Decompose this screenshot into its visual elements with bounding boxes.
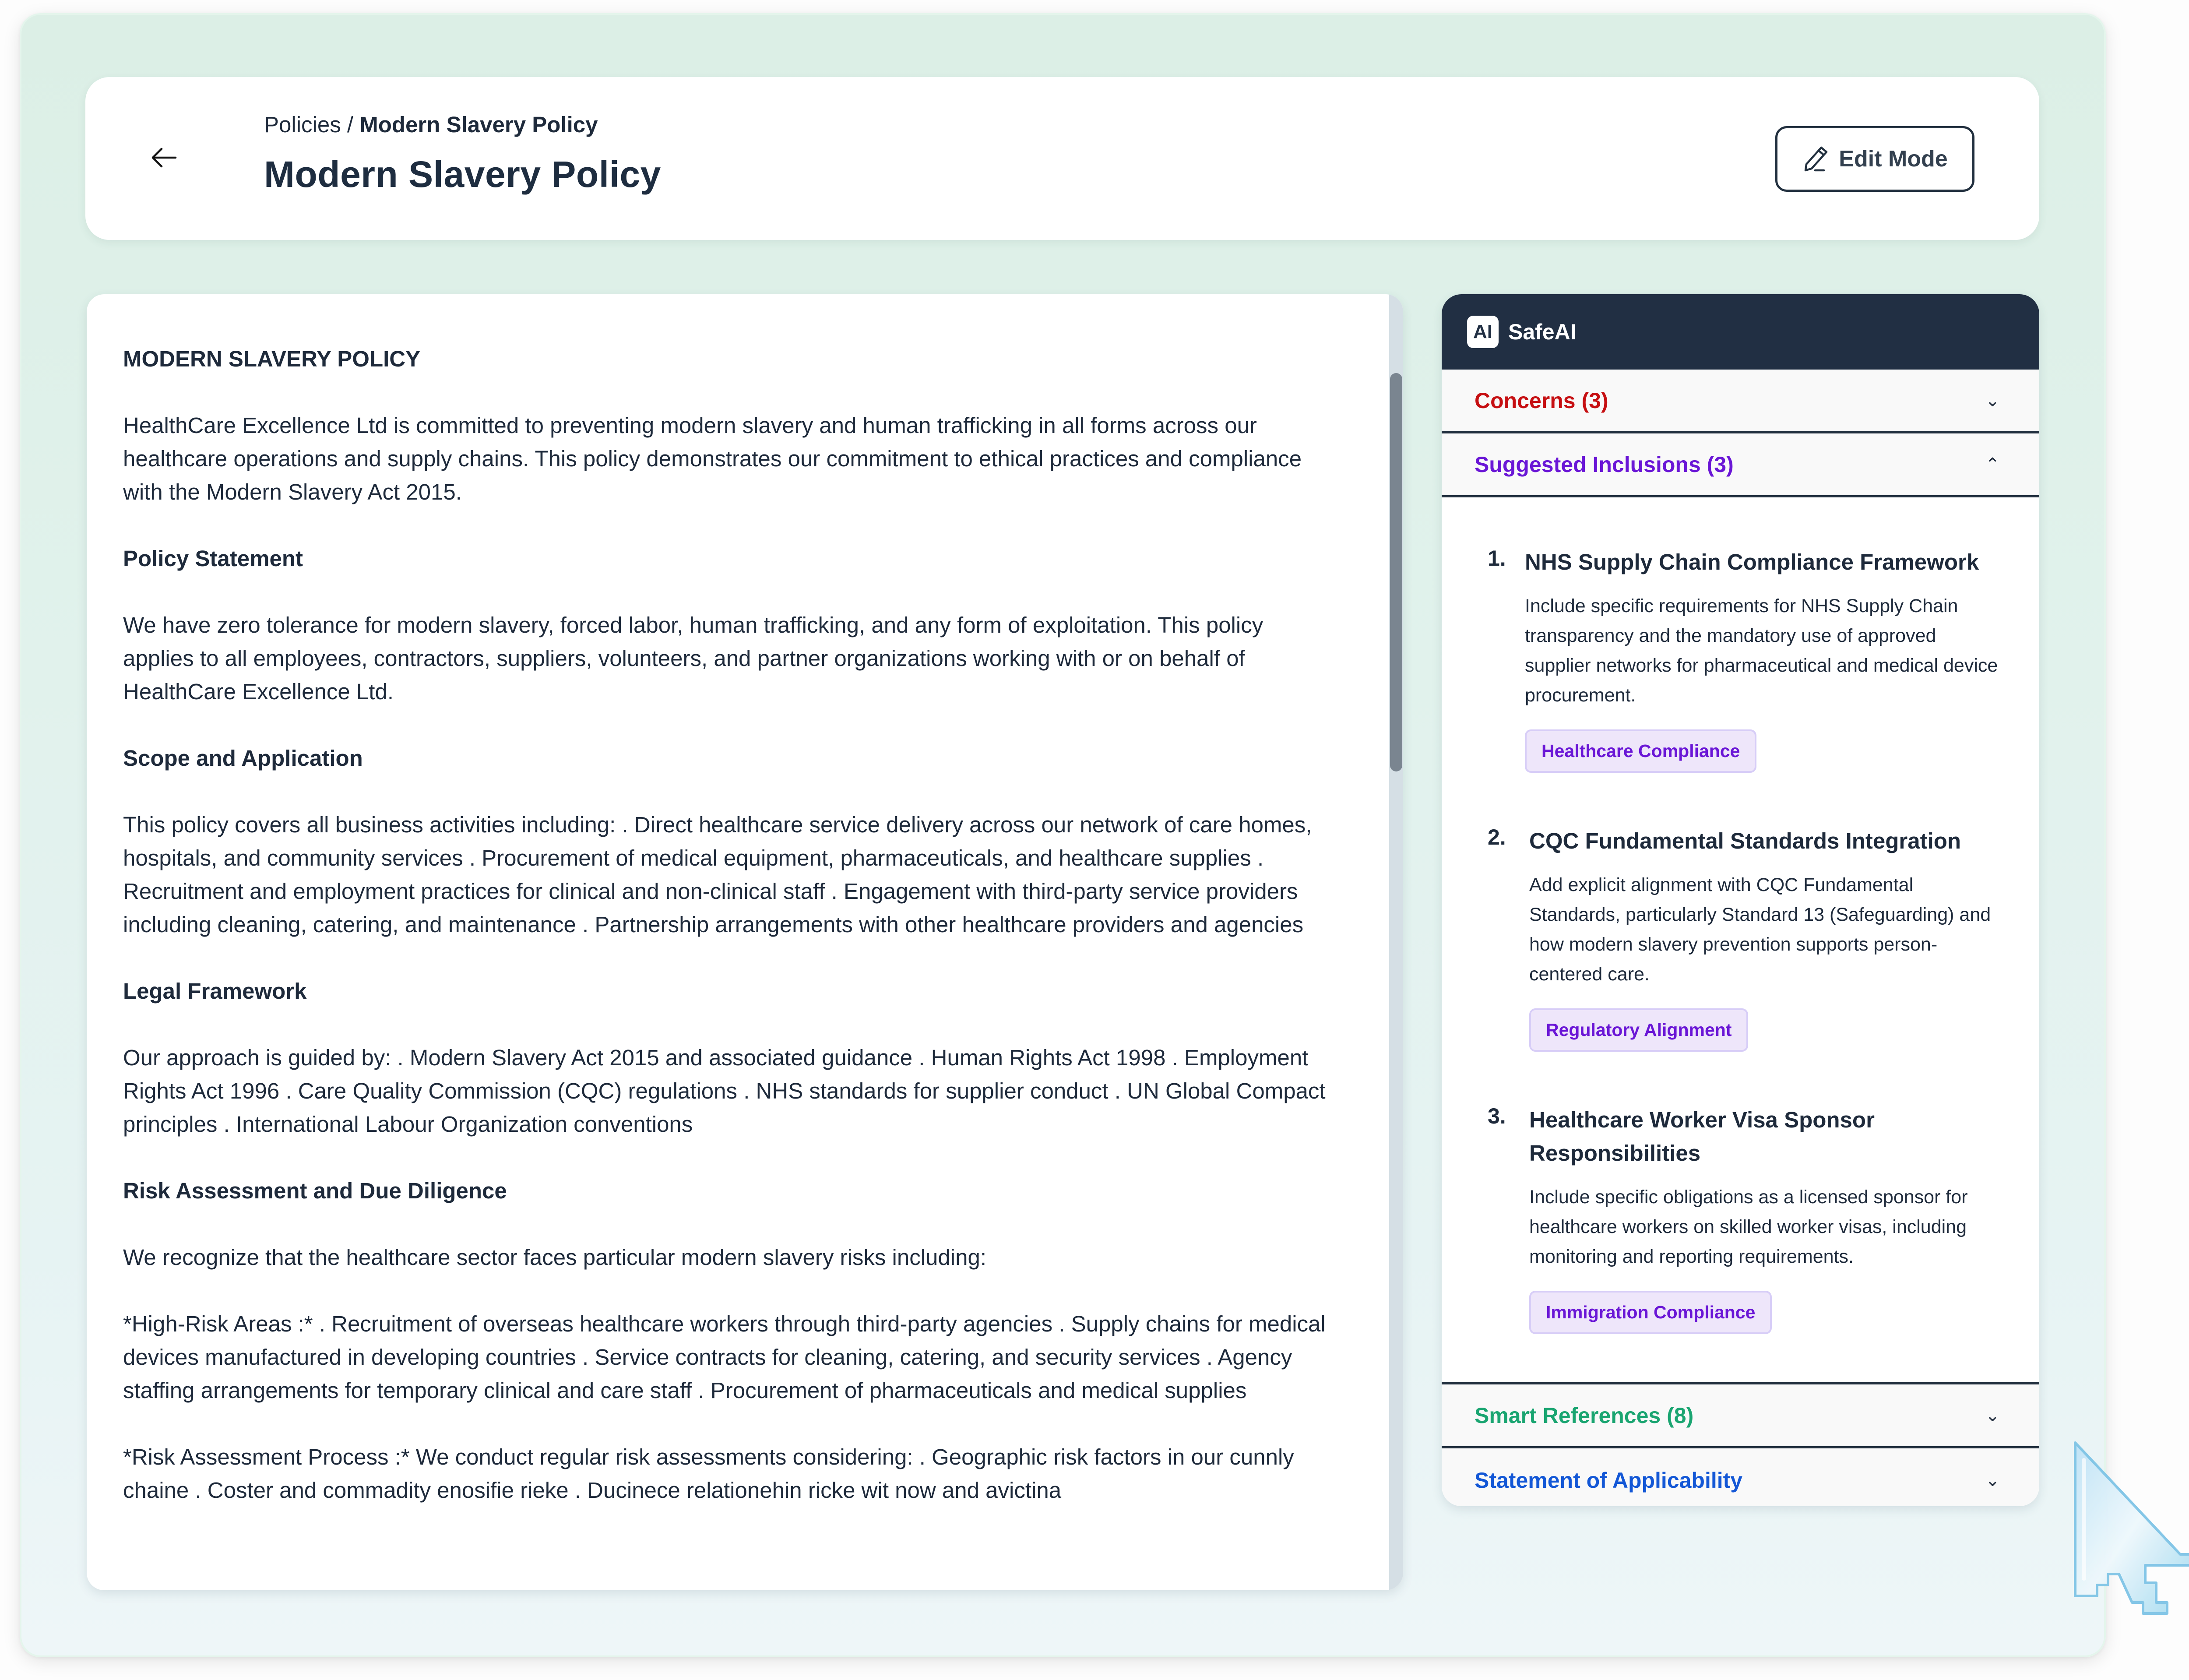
- smart-references-label: Smart References (8): [1475, 1403, 1694, 1428]
- document-heading: Legal Framework: [123, 979, 307, 1004]
- chevron-down-icon: ⌄: [1985, 1471, 2000, 1490]
- inclusion-tag[interactable]: Healthcare Compliance: [1525, 729, 1756, 773]
- scrollbar-thumb[interactable]: [1390, 373, 1402, 771]
- suggested-inclusions-label: Suggested Inclusions (3): [1475, 452, 1734, 477]
- statement-of-applicability-label: Statement of Applicability: [1475, 1468, 1743, 1493]
- inclusion-number: 2.: [1488, 825, 1506, 849]
- inclusion-item: [1442, 824, 2039, 1052]
- chevron-down-icon: ⌄: [1985, 1405, 2000, 1425]
- document-paragraph: This policy covers all business activities including: . Direct healthcare service delivery across our network of care homes, hospitals, and community services . Procurement of medical equipment, pharmaceuticals, and healthcare supplies . Recruitment and employment practices for clinical and non-clinical staff . Engagement with third-party service providers including cleaning, catering, and maintenance . Partnership arrangements with other healthcare providers and agencies: [123, 812, 1312, 937]
- document-paragraph: HealthCare Excellence Ltd is committed to preventing modern slavery and human trafficking in all forms across our healthcare operations and supply chains. This policy demonstrates our commitment to ethical practices and compliance with the Modern Slavery Act 2015.: [123, 413, 1302, 504]
- safeai-header: [1442, 294, 2039, 370]
- back-button[interactable]: [149, 142, 179, 173]
- smart-references-toggle[interactable]: [1442, 1384, 2039, 1448]
- breadcrumb-parent[interactable]: Policies: [264, 112, 341, 137]
- pencil-icon: [1802, 145, 1830, 173]
- suggested-inclusions-toggle[interactable]: [1442, 433, 2039, 497]
- edit-mode-button[interactable]: [1775, 126, 1974, 192]
- document-heading: Policy Statement: [123, 546, 303, 571]
- suggested-inclusions-list: [1442, 497, 2039, 1384]
- page-title: Modern Slavery Policy: [264, 154, 661, 195]
- document-heading: MODERN SLAVERY POLICY: [123, 346, 421, 371]
- inclusion-title: CQC Fundamental Standards Integration: [1529, 828, 1961, 853]
- breadcrumb-separator: /: [341, 112, 360, 137]
- document-paragraph: We recognize that the healthcare sector faces particular modern slavery risks including:: [123, 1245, 986, 1270]
- inclusion-number: 1.: [1488, 546, 1506, 571]
- inclusion-description: Include specific requirements for NHS Supply Chain transparency and the mandatory use of approved supplier networks for pharmaceutical and medical device procurement.: [1525, 595, 1998, 706]
- document-paragraph: *High-Risk Areas :* . Recruitment of overseas healthcare workers through third-party agencies . Supply chains for medical devices manufactured in developing countries . Service contracts for cleaning, catering, and security services . Agency staffing arrangements for temporary clinical and care staff . Procurement of pharmaceuticals and medical supplies: [123, 1311, 1326, 1403]
- inclusion-item: [1442, 546, 2039, 773]
- document-paragraph: Our approach is guided by: . Modern Slavery Act 2015 and associated guidance . Human Rights Act 1998 . Employment Rights Act 1996 . Care Quality Commission (CQC) regulations . NHS standards for supplier conduct . UN Global Compact principles . International Labour Organization conventions: [123, 1045, 1326, 1137]
- document-heading: Scope and Application: [123, 746, 363, 771]
- chevron-up-icon: ⌃: [1985, 454, 2000, 474]
- policy-document[interactable]: [87, 294, 1403, 1590]
- edit-mode-label: Edit Mode: [1839, 146, 1948, 172]
- safeai-panel: [1442, 294, 2039, 1506]
- document-paragraph: *Risk Assessment Process :* We conduct regular risk assessments considering: . Geographic risk factors in our cunnly chaine . Coster and commadity enosifie rieke . Ducinece relationehin ricke wit now and avictina: [123, 1444, 1294, 1503]
- inclusion-title: NHS Supply Chain Compliance Framework: [1525, 549, 1979, 574]
- breadcrumb: [264, 112, 598, 137]
- inclusion-description: Add explicit alignment with CQC Fundamental Standards, particularly Standard 13 (Safeguarding) and how modern slavery prevention supports person-centered care.: [1529, 874, 1991, 985]
- chevron-down-icon: ⌄: [1985, 391, 2000, 410]
- inclusion-title: Healthcare Worker Visa Sponsor Responsibilities: [1529, 1107, 1875, 1166]
- concerns-label: Concerns (3): [1475, 388, 1608, 413]
- scrollbar-track[interactable]: [1389, 294, 1403, 1590]
- safeai-logo-icon: AI: [1467, 316, 1499, 348]
- document-paragraph: We have zero tolerance for modern slavery, forced labor, human trafficking, and any form of exploitation. This policy applies to all employees, contractors, suppliers, volunteers, and partner organizations working with or on behalf of HealthCare Excellence Ltd.: [123, 613, 1263, 704]
- inclusion-tag[interactable]: Immigration Compliance: [1529, 1291, 1772, 1334]
- concerns-section-toggle[interactable]: [1442, 370, 2039, 433]
- arrow-left-icon: [151, 147, 177, 169]
- statement-of-applicability-toggle[interactable]: [1442, 1448, 2039, 1506]
- breadcrumb-current: Modern Slavery Policy: [359, 112, 598, 137]
- inclusion-tag[interactable]: Regulatory Alignment: [1529, 1008, 1748, 1052]
- inclusion-number: 3.: [1488, 1104, 1506, 1128]
- document-heading: Risk Assessment and Due Diligence: [123, 1178, 507, 1203]
- inclusion-description: Include specific obligations as a licensed sponsor for healthcare workers on skilled worker visas, including monitoring and reporting requirements.: [1529, 1187, 1968, 1267]
- safeai-title: SafeAI: [1508, 320, 1577, 344]
- inclusion-item: [1442, 1103, 2039, 1334]
- document-body: [123, 342, 1331, 1540]
